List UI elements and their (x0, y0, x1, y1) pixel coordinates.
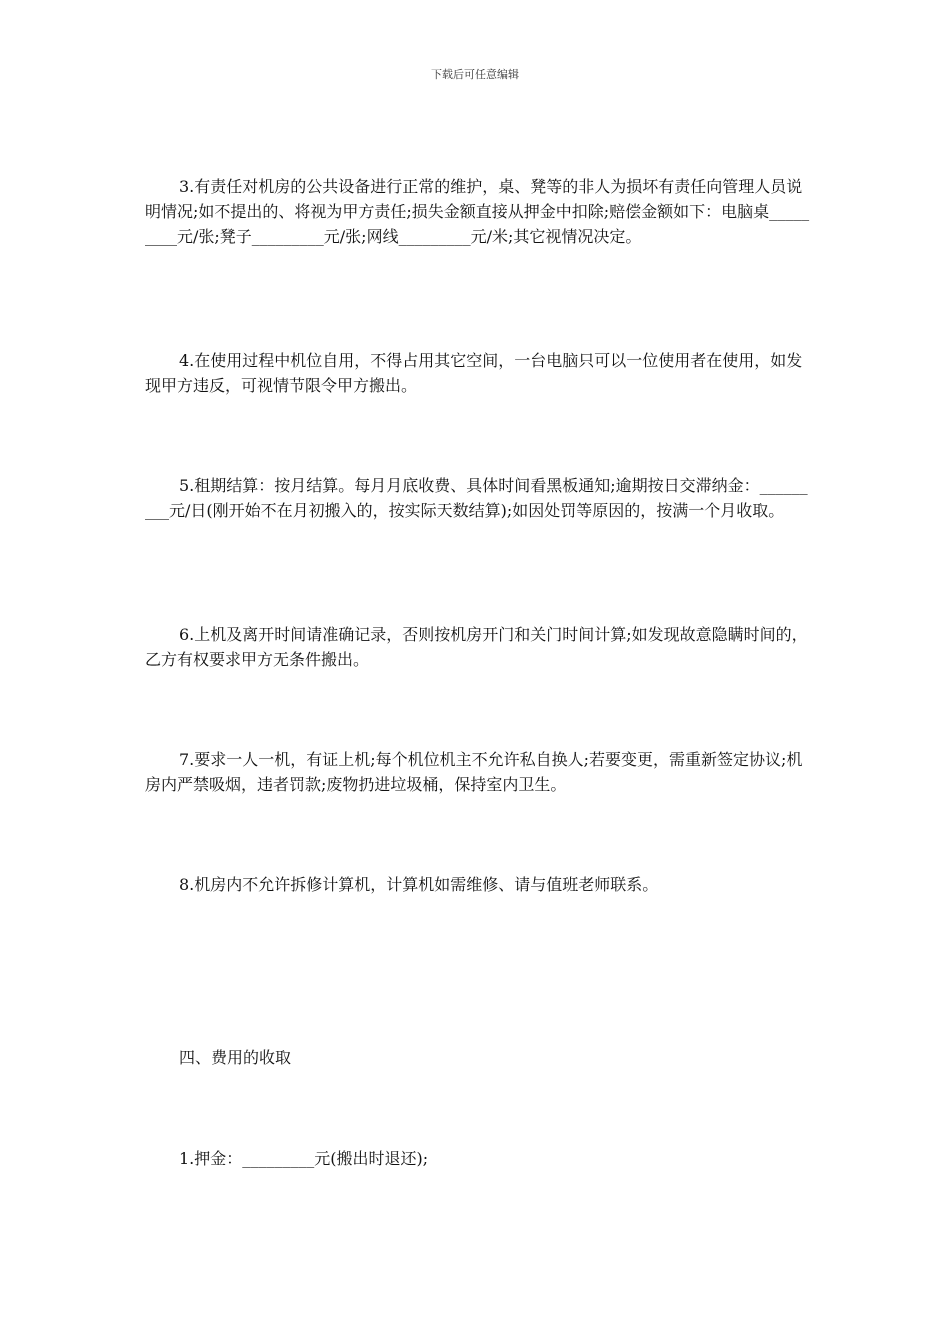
page-header-note: 下载后可任意编辑 (431, 68, 519, 81)
clause-6: 6.上机及离开时间请准确记录，否则按机房开门和关门时间计算;如发现故意隐瞒时间的，乙方有权要求甲方无条件搬出。 (145, 625, 808, 669)
clause-5: 5.租期结算：按月结算。每月月底收费、具体时间看黑板通知;逾期按日交滞纳金：_________元/日(刚开始不在月初搬入的，按实际天数结算);如因处罚等原因的，按满一个月收取。 (145, 476, 808, 520)
clause-8: 8.机房内不允许拆修计算机，计算机如需维修、请与值班老师联系。 (179, 875, 659, 894)
clause-4: 4.在使用过程中机位自用，不得占用其它空间，一台电脑只可以一位使用者在使用，如发现甲方违反，可视情节限令甲方搬出。 (145, 351, 803, 395)
clause-7: 7.要求一人一机，有证上机;每个机位机主不允许私自换人;若要变更，需重新签定协议;机房内严禁吸烟，违者罚款;废物扔进垃圾桶，保持室内卫生。 (145, 750, 803, 794)
clause-3: 3.有责任对机房的公共设备进行正常的维护，桌、凳等的非人为损坏有责任向管理人员说明情况;如不提出的、将视为甲方责任;损失金额直接从押金中扣除;赔偿金额如下：电脑桌_________元/张;凳子_________元/张;网线_________元/米;其它视情况决定。 (145, 177, 810, 246)
fee-item-deposit: 1.押金：_________元(搬出时退还); (179, 1149, 429, 1168)
section-heading-fees: 四、费用的收取 (179, 1048, 292, 1067)
